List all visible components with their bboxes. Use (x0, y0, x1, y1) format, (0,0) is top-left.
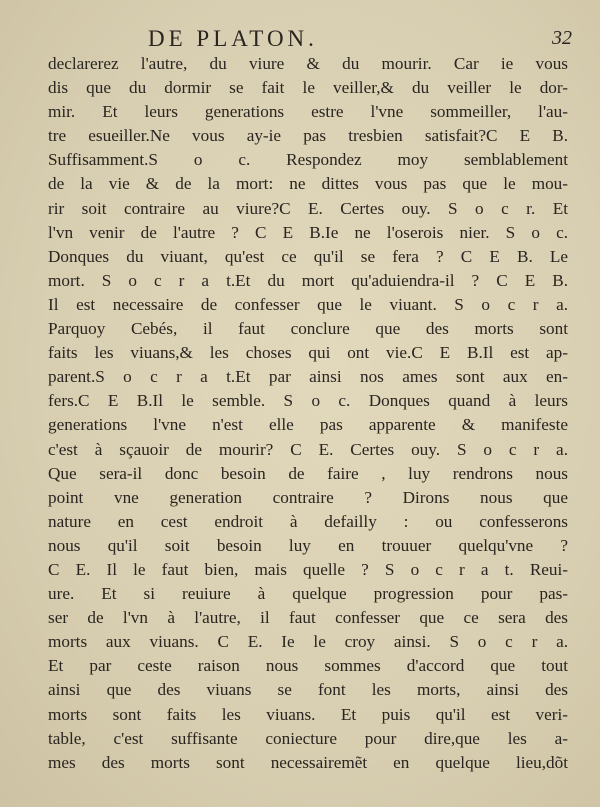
text-line: ser de l'vn à l'autre, il faut confesser que ce sera des (48, 608, 568, 628)
text-line: table, c'est suffisante coniecture pour dire,que les a- (48, 728, 568, 748)
text-line: Donques du viuant, qu'est ce qu'il se fera ? C E B. Le (48, 246, 568, 266)
text-line: mes des morts sont necessairemẽt en quelque lieu,dõt (48, 752, 568, 772)
text-line: generations l'vne n'est elle pas apparente & manifeste (48, 415, 568, 435)
running-head: DE PLATON. (148, 26, 318, 51)
text-line: nature en cest endroit à defailly : ou confesserons (48, 511, 568, 531)
text-line: dis que du dormir se fait le veiller,& du veiller le dor- (48, 78, 568, 98)
text-line: mort. S o c r a t.Et du mort qu'aduiendra-il ? C E B. (48, 270, 568, 290)
text-line: Que sera-il donc besoin de faire , luy rendrons nous (48, 463, 568, 483)
text-line: ure. Et si reuiure à quelque progression pour pas- (48, 584, 568, 604)
text-line: Parquoy Cebés, il faut conclure que des morts sont (48, 319, 568, 339)
text-line: l'vn venir de l'autre ? C E B.Ie ne l'oserois nier. S o c. (48, 222, 568, 242)
text-line: C E. Il le faut bien, mais quelle ? S o c r a t. Reui- (48, 559, 568, 579)
text-line: c'est à sçauoir de mourir? C E. Certes ouy. S o c r a. (48, 439, 568, 459)
page-number: 32 (552, 27, 572, 49)
text-line: rir soit contraire au viure?C E. Certes ouy. S o c r. Et (48, 198, 568, 218)
text-line: nous qu'il soit besoin luy en trouuer quelqu'vne ? (48, 535, 568, 555)
text-line: Il est necessaire de confesser que le viuant. S o c r a. (48, 294, 568, 314)
text-line: Et par ceste raison nous sommes d'accord que tout (48, 656, 568, 676)
text-line: morts sont faits les viuans. Et puis qu'il est veri- (48, 704, 568, 724)
text-line: Suffisamment.S o c. Respondez moy semblablement (48, 150, 568, 170)
text-line: de la vie & de la mort: ne dittes vous pas que le mou- (48, 174, 568, 194)
text-line: declarerez l'autre, du viure & du mourir. Car ie vous (48, 54, 568, 73)
text-line: fers.C E B.Il le semble. S o c. Donques quand à leurs (48, 391, 568, 411)
body-text (48, 52, 568, 775)
text-line: ainsi que des viuans se font les morts, ainsi des (48, 680, 568, 700)
text-line: point vne generation contraire ? Dirons nous que (48, 487, 568, 507)
text-line: parent.S o c r a t.Et par ainsi nos ames sont aux en- (48, 367, 568, 387)
text-line: tre esueiller.Ne vous ay-ie pas tresbien satisfait?C E B. (48, 126, 568, 146)
text-line: mir. Et leurs generations estre l'vne sommeiller, l'au- (48, 102, 568, 122)
text-line: morts aux viuans. C E. Ie le croy ainsi. S o c r a. (48, 632, 568, 652)
text-line: faits les viuans,& les choses qui ont vie.C E B.Il est ap- (48, 343, 568, 363)
